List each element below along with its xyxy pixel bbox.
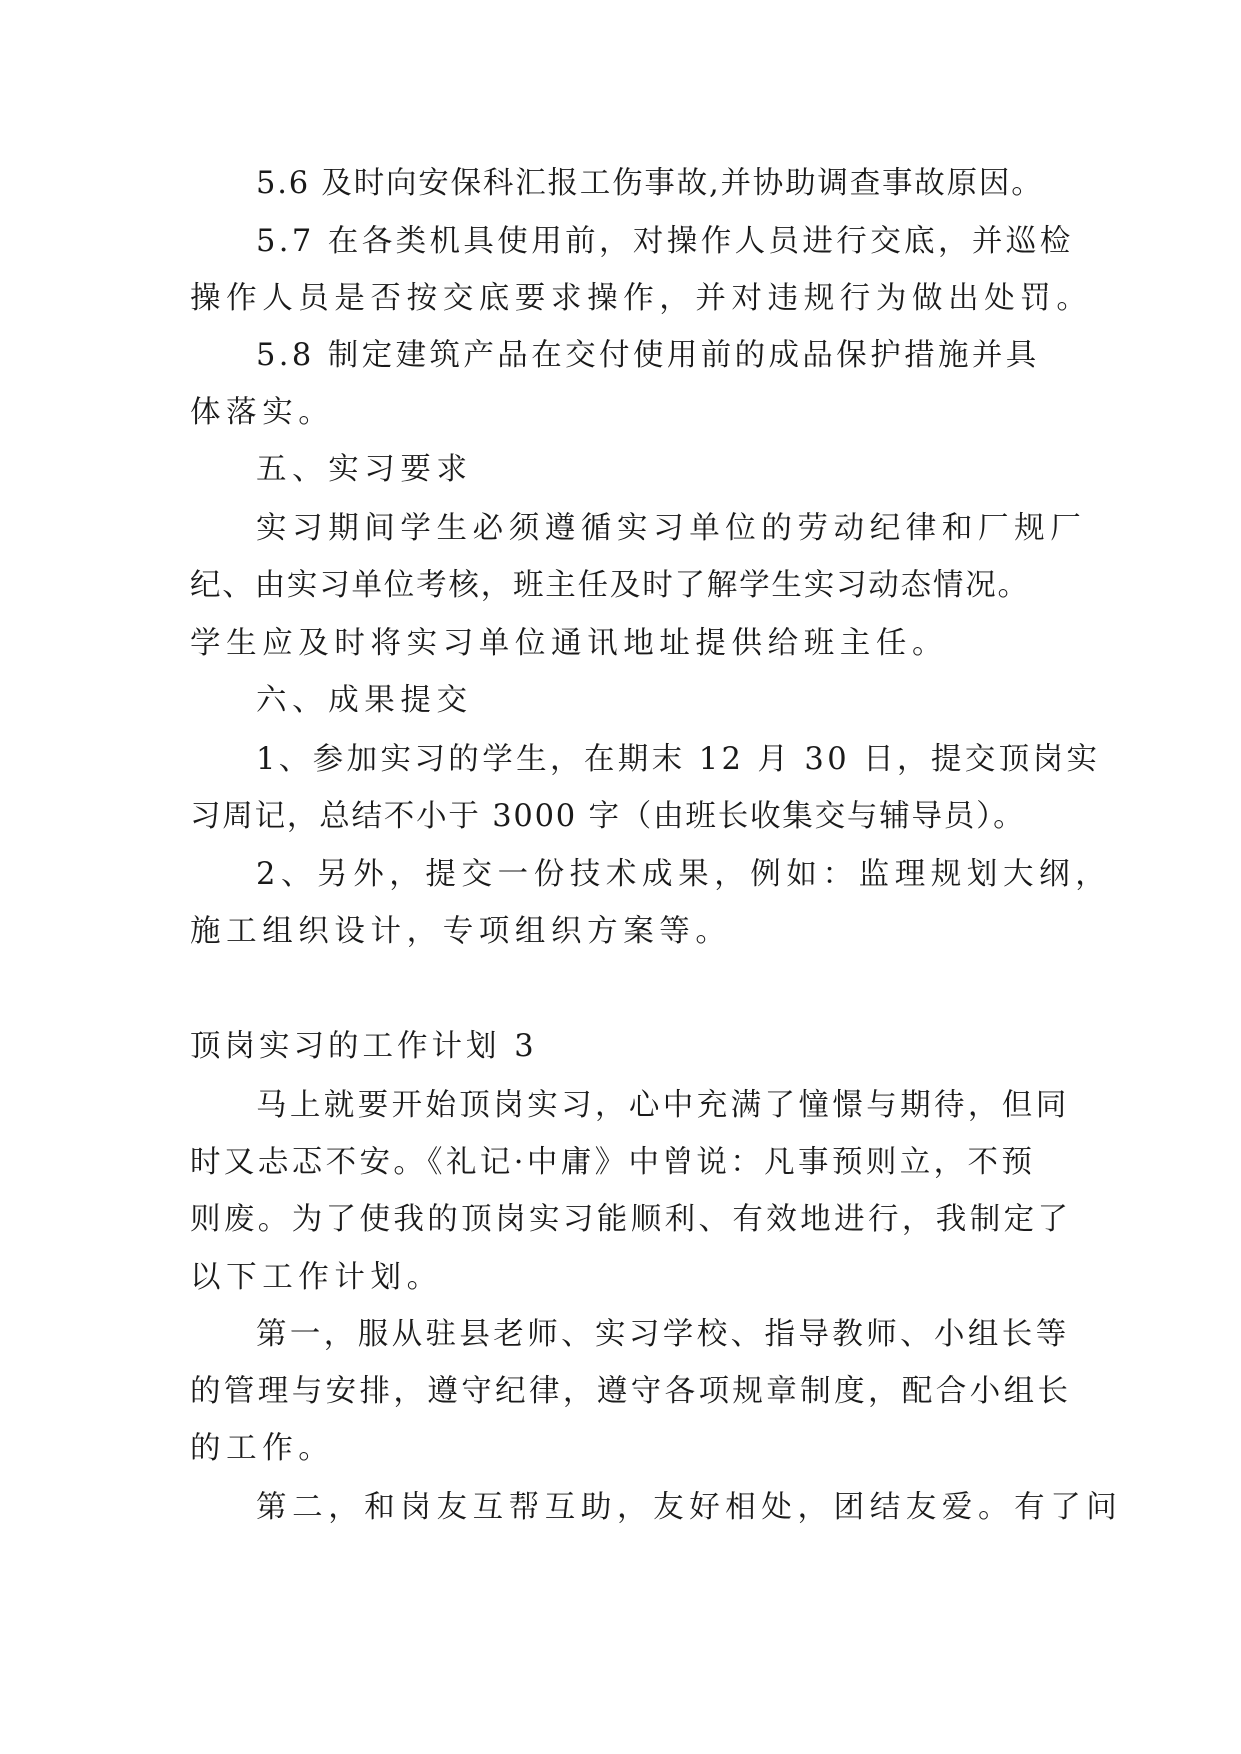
point-two-line: 第二，和岗友互帮互助，友好相处，团结友爱。有了问 <box>256 1490 1123 1525</box>
point-one-line: 的工作。 <box>190 1431 335 1466</box>
submission-item-2-cont: 施工组织设计，专项组织方案等。 <box>190 914 732 949</box>
item-5-8: 5.8 制定建筑产品在交付使用前的成品保护措施并具 <box>256 338 1040 373</box>
item-5-8-cont: 体落实。 <box>190 395 335 430</box>
item-5-7: 5.7 在各类机具使用前，对操作人员进行交底，并巡检 <box>256 224 1074 259</box>
intro-paragraph-line: 则废。为了使我的顶岗实习能顺利、有效地进行，我制定了 <box>190 1202 1072 1237</box>
submission-item-1: 1、参加实习的学生，在期末 12 月 30 日，提交顶岗实 <box>256 742 1101 777</box>
article-title: 顶岗实习的工作计划 3 <box>190 1029 538 1064</box>
requirements-paragraph-line: 纪、由实习单位考核，班主任及时了解学生实习动态情况。 <box>190 568 1030 603</box>
section-heading-submission: 六、成果提交 <box>256 683 473 718</box>
submission-item-1-cont: 习周记，总结不小于 3000 字（由班长收集交与辅导员）。 <box>190 799 1026 834</box>
item-5-6: 5.6 及时向安保科汇报工伤事故,并协助调查事故原因。 <box>256 166 1044 201</box>
point-one-line: 的管理与安排，遵守纪律，遵守各项规章制度，配合小组长 <box>190 1374 1072 1409</box>
intro-paragraph-line: 马上就要开始顶岗实习，心中充满了憧憬与期待，但同 <box>256 1088 1070 1123</box>
section-heading-requirements: 五、实习要求 <box>256 452 473 487</box>
requirements-paragraph-line: 学生应及时将实习单位通讯地址提供给班主任。 <box>190 626 949 661</box>
submission-item-2: 2、另外，提交一份技术成果，例如：监理规划大纲， <box>256 857 1112 892</box>
requirements-paragraph-line: 实习期间学生必须遵循实习单位的劳动纪律和厂规厂 <box>256 511 1087 546</box>
item-5-7-cont: 操作人员是否按交底要求操作，并对违规行为做出处罚。 <box>190 281 1093 316</box>
intro-paragraph-line: 时又忐忑不安。《礼记·中庸》中曾说：凡事预则立，不预 <box>190 1145 1036 1180</box>
point-one-line: 第一，服从驻县老师、实习学校、指导教师、小组长等 <box>256 1317 1070 1352</box>
intro-paragraph-line: 以下工作计划。 <box>190 1260 443 1295</box>
